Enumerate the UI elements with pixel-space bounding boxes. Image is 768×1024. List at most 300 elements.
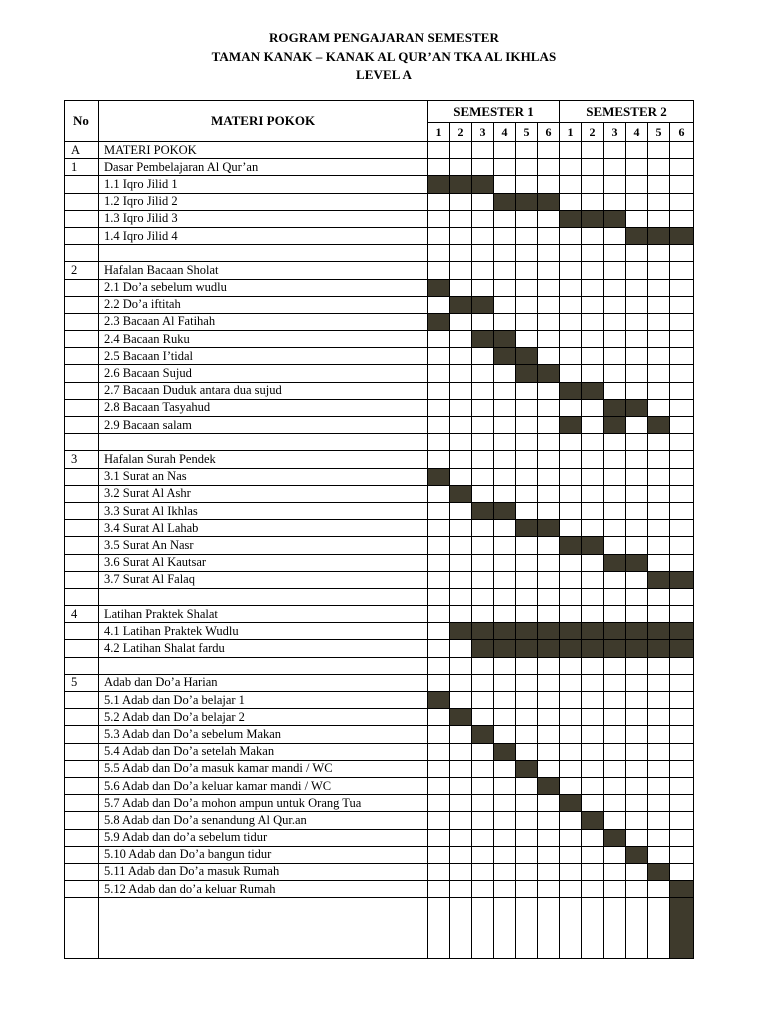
table-row xyxy=(65,434,694,451)
week-cell xyxy=(450,313,472,330)
week-cell xyxy=(648,279,670,296)
week-cell xyxy=(494,227,516,244)
row-materi: Latihan Praktek Shalat xyxy=(99,606,428,623)
row-number xyxy=(65,331,99,348)
week-cell xyxy=(604,262,626,279)
week-cell-filled xyxy=(648,640,670,657)
row-materi: Hafalan Surah Pendek xyxy=(99,451,428,468)
row-materi: 2.8 Bacaan Tasyahud xyxy=(99,399,428,416)
week-cell xyxy=(604,863,626,880)
row-materi: 2.5 Bacaan I’tidal xyxy=(99,348,428,365)
week-cell-filled xyxy=(670,640,694,657)
week-cell xyxy=(582,520,604,537)
week-cell xyxy=(516,674,538,691)
row-number xyxy=(65,417,99,434)
week-cell xyxy=(626,520,648,537)
week-cell-filled xyxy=(560,537,582,554)
week-cell xyxy=(516,692,538,709)
week-cell-filled xyxy=(494,640,516,657)
week-cell xyxy=(626,692,648,709)
week-cell xyxy=(472,709,494,726)
week-cell xyxy=(582,348,604,365)
week-cell xyxy=(516,210,538,227)
week-cell xyxy=(538,279,560,296)
row-materi: 3.2 Surat Al Ashr xyxy=(99,485,428,502)
week-cell xyxy=(428,227,450,244)
week-cell-filled xyxy=(516,640,538,657)
week-cell xyxy=(670,399,694,416)
week-cell xyxy=(538,159,560,176)
week-cell xyxy=(472,227,494,244)
week-cell xyxy=(604,795,626,812)
week-cell xyxy=(626,795,648,812)
row-materi: 3.6 Surat Al Kautsar xyxy=(99,554,428,571)
week-cell xyxy=(626,777,648,794)
week-cell xyxy=(626,709,648,726)
week-cell xyxy=(626,743,648,760)
week-cell xyxy=(604,245,626,262)
week-header: 3 xyxy=(472,123,494,142)
week-cell xyxy=(472,863,494,880)
week-cell xyxy=(494,210,516,227)
week-cell xyxy=(428,829,450,846)
week-cell xyxy=(560,279,582,296)
week-cell xyxy=(494,846,516,863)
week-cell xyxy=(670,795,694,812)
header-row-semesters xyxy=(65,101,694,123)
week-cell xyxy=(428,726,450,743)
week-header: 3 xyxy=(604,123,626,142)
week-cell xyxy=(626,588,648,605)
week-cell xyxy=(538,692,560,709)
week-cell xyxy=(648,159,670,176)
week-cell xyxy=(538,726,560,743)
week-cell xyxy=(538,502,560,519)
week-cell-filled xyxy=(626,227,648,244)
week-cell xyxy=(538,863,560,880)
week-cell xyxy=(494,898,516,959)
week-cell xyxy=(472,777,494,794)
week-cell xyxy=(670,331,694,348)
week-cell xyxy=(648,142,670,159)
week-cell xyxy=(560,606,582,623)
week-cell xyxy=(626,296,648,313)
week-cell-filled xyxy=(560,417,582,434)
table-row xyxy=(65,227,694,244)
week-cell xyxy=(582,588,604,605)
week-cell xyxy=(648,760,670,777)
week-cell xyxy=(560,726,582,743)
week-cell xyxy=(472,881,494,898)
week-cell xyxy=(560,571,582,588)
week-cell-filled xyxy=(604,554,626,571)
row-number: 5 xyxy=(65,674,99,691)
week-cell xyxy=(472,434,494,451)
row-materi: 2.4 Bacaan Ruku xyxy=(99,331,428,348)
row-materi: 3.3 Surat Al Ikhlas xyxy=(99,502,428,519)
week-cell xyxy=(560,760,582,777)
week-cell xyxy=(604,142,626,159)
week-cell xyxy=(582,451,604,468)
week-cell xyxy=(670,485,694,502)
week-cell xyxy=(648,348,670,365)
week-cell xyxy=(494,606,516,623)
week-cell xyxy=(428,743,450,760)
week-cell xyxy=(582,881,604,898)
week-cell xyxy=(472,193,494,210)
week-cell xyxy=(472,795,494,812)
week-cell-filled xyxy=(472,623,494,640)
week-cell xyxy=(604,296,626,313)
week-cell-filled xyxy=(626,399,648,416)
week-cell xyxy=(450,726,472,743)
week-cell xyxy=(670,417,694,434)
table-row xyxy=(65,709,694,726)
week-cell xyxy=(648,210,670,227)
week-cell xyxy=(582,142,604,159)
week-cell xyxy=(670,777,694,794)
row-number xyxy=(65,760,99,777)
week-cell xyxy=(516,227,538,244)
schedule-header xyxy=(65,101,694,142)
week-cell-filled xyxy=(670,227,694,244)
table-row xyxy=(65,881,694,898)
week-cell xyxy=(450,777,472,794)
week-cell-filled xyxy=(604,417,626,434)
table-row xyxy=(65,365,694,382)
week-cell xyxy=(670,279,694,296)
week-cell xyxy=(582,227,604,244)
week-cell xyxy=(648,537,670,554)
week-cell xyxy=(648,331,670,348)
title-line-1: ROGRAM PENGAJARAN SEMESTER xyxy=(268,30,500,45)
week-cell xyxy=(494,399,516,416)
week-cell xyxy=(538,227,560,244)
row-number xyxy=(65,863,99,880)
week-cell xyxy=(648,520,670,537)
week-cell xyxy=(560,881,582,898)
week-cell xyxy=(494,417,516,434)
week-cell-filled xyxy=(648,623,670,640)
week-cell xyxy=(582,434,604,451)
week-cell xyxy=(450,262,472,279)
week-cell xyxy=(472,760,494,777)
week-cell xyxy=(670,348,694,365)
week-cell xyxy=(626,674,648,691)
week-cell xyxy=(670,434,694,451)
week-cell xyxy=(494,571,516,588)
week-cell xyxy=(604,588,626,605)
week-cell xyxy=(648,193,670,210)
row-number xyxy=(65,640,99,657)
week-cell xyxy=(538,606,560,623)
week-cell xyxy=(626,142,648,159)
week-cell xyxy=(670,863,694,880)
week-cell-filled xyxy=(582,210,604,227)
week-cell xyxy=(494,777,516,794)
row-materi: 2.3 Bacaan Al Fatihah xyxy=(99,313,428,330)
week-cell xyxy=(450,451,472,468)
week-cell xyxy=(670,159,694,176)
week-cell xyxy=(538,657,560,674)
week-header: 6 xyxy=(538,123,560,142)
column-header-semester-2: SEMESTER 2 xyxy=(560,101,694,123)
week-cell-filled xyxy=(560,382,582,399)
week-cell xyxy=(604,571,626,588)
week-cell-filled xyxy=(538,777,560,794)
table-row xyxy=(65,674,694,691)
week-cell xyxy=(516,812,538,829)
week-cell xyxy=(648,451,670,468)
row-number: 1 xyxy=(65,159,99,176)
week-cell xyxy=(626,812,648,829)
week-cell-filled xyxy=(582,382,604,399)
row-number xyxy=(65,434,99,451)
week-cell xyxy=(516,846,538,863)
table-row xyxy=(65,468,694,485)
week-cell-filled xyxy=(626,640,648,657)
week-cell xyxy=(604,193,626,210)
week-cell xyxy=(516,502,538,519)
row-number xyxy=(65,485,99,502)
week-cell xyxy=(428,537,450,554)
week-cell-filled xyxy=(604,640,626,657)
week-cell-filled xyxy=(494,502,516,519)
row-materi: 5.9 Adab dan do’a sebelum tidur xyxy=(99,829,428,846)
row-materi: 4.1 Latihan Praktek Wudlu xyxy=(99,623,428,640)
table-row xyxy=(65,210,694,227)
week-cell xyxy=(472,692,494,709)
week-cell xyxy=(560,245,582,262)
week-cell xyxy=(472,468,494,485)
week-cell xyxy=(516,313,538,330)
week-header: 1 xyxy=(428,123,450,142)
week-cell xyxy=(494,451,516,468)
week-cell xyxy=(472,657,494,674)
week-cell xyxy=(648,726,670,743)
week-cell xyxy=(516,159,538,176)
week-cell xyxy=(450,898,472,959)
week-cell xyxy=(560,227,582,244)
row-materi: 5.8 Adab dan Do’a senandung Al Qur.an xyxy=(99,812,428,829)
week-cell xyxy=(560,399,582,416)
week-cell xyxy=(582,159,604,176)
week-cell-filled xyxy=(428,468,450,485)
week-cell xyxy=(516,554,538,571)
week-cell xyxy=(516,777,538,794)
week-cell xyxy=(450,434,472,451)
week-cell xyxy=(604,606,626,623)
week-cell xyxy=(472,606,494,623)
week-cell xyxy=(604,485,626,502)
title-line-2: TAMAN KANAK – KANAK AL QUR’AN TKA AL IKHLAS xyxy=(211,49,557,64)
week-cell xyxy=(604,777,626,794)
week-cell xyxy=(648,898,670,959)
table-row xyxy=(65,313,694,330)
week-cell xyxy=(472,571,494,588)
week-cell xyxy=(560,176,582,193)
week-cell xyxy=(582,709,604,726)
week-cell xyxy=(538,434,560,451)
table-row xyxy=(65,159,694,176)
week-cell xyxy=(582,606,604,623)
week-cell xyxy=(648,829,670,846)
week-cell xyxy=(472,588,494,605)
row-materi: 5.7 Adab dan Do’a mohon ampun untuk Orang Tua xyxy=(99,795,428,812)
week-cell xyxy=(516,417,538,434)
week-cell xyxy=(516,399,538,416)
row-materi: 5.10 Adab dan Do’a bangun tidur xyxy=(99,846,428,863)
week-cell xyxy=(626,417,648,434)
week-cell xyxy=(494,176,516,193)
week-cell xyxy=(582,726,604,743)
week-cell xyxy=(472,245,494,262)
row-materi: 2.2 Do’a iftitah xyxy=(99,296,428,313)
week-cell xyxy=(560,451,582,468)
week-cell-filled xyxy=(428,313,450,330)
week-cell xyxy=(604,846,626,863)
week-cell xyxy=(538,245,560,262)
week-cell-filled xyxy=(538,365,560,382)
week-cell xyxy=(516,262,538,279)
week-cell xyxy=(428,674,450,691)
week-cell xyxy=(428,193,450,210)
week-cell xyxy=(626,193,648,210)
week-cell xyxy=(670,382,694,399)
week-cell xyxy=(670,709,694,726)
row-number xyxy=(65,468,99,485)
week-cell xyxy=(538,485,560,502)
week-cell-filled xyxy=(582,812,604,829)
week-cell xyxy=(428,657,450,674)
week-cell xyxy=(450,520,472,537)
week-cell xyxy=(604,692,626,709)
week-cell-filled xyxy=(582,623,604,640)
week-cell xyxy=(560,142,582,159)
table-row xyxy=(65,382,694,399)
row-materi: 5.5 Adab dan Do’a masuk kamar mandi / WC xyxy=(99,760,428,777)
row-materi: 2.6 Bacaan Sujud xyxy=(99,365,428,382)
week-cell xyxy=(472,159,494,176)
week-cell-filled xyxy=(538,640,560,657)
week-cell xyxy=(450,743,472,760)
row-materi: 3.1 Surat an Nas xyxy=(99,468,428,485)
week-cell xyxy=(648,502,670,519)
week-cell xyxy=(472,829,494,846)
week-cell xyxy=(494,795,516,812)
week-cell-filled xyxy=(450,623,472,640)
week-cell-filled xyxy=(604,829,626,846)
week-cell xyxy=(582,777,604,794)
week-cell xyxy=(494,881,516,898)
week-cell-filled xyxy=(472,726,494,743)
week-cell xyxy=(516,468,538,485)
week-cell xyxy=(626,279,648,296)
column-header-semester-1: SEMESTER 1 xyxy=(428,101,560,123)
week-cell xyxy=(604,348,626,365)
schedule-table xyxy=(64,100,694,959)
week-cell xyxy=(538,588,560,605)
week-cell-filled xyxy=(516,760,538,777)
week-cell xyxy=(538,142,560,159)
week-cell xyxy=(472,846,494,863)
week-cell xyxy=(648,881,670,898)
week-cell xyxy=(648,674,670,691)
table-row xyxy=(65,279,694,296)
week-cell xyxy=(516,743,538,760)
table-row xyxy=(65,485,694,502)
week-cell xyxy=(516,863,538,880)
table-row xyxy=(65,623,694,640)
week-cell xyxy=(604,812,626,829)
row-number xyxy=(65,554,99,571)
row-number xyxy=(65,881,99,898)
row-materi: 5.4 Adab dan Do’a setelah Makan xyxy=(99,743,428,760)
table-row xyxy=(65,829,694,846)
week-header: 5 xyxy=(648,123,670,142)
week-cell xyxy=(560,812,582,829)
week-cell xyxy=(428,296,450,313)
table-row xyxy=(65,812,694,829)
row-number xyxy=(65,588,99,605)
table-row xyxy=(65,245,694,262)
row-number xyxy=(65,846,99,863)
week-cell xyxy=(450,692,472,709)
row-number xyxy=(65,726,99,743)
week-cell xyxy=(472,417,494,434)
week-cell xyxy=(450,674,472,691)
week-cell xyxy=(582,262,604,279)
week-cell xyxy=(604,520,626,537)
week-cell xyxy=(472,554,494,571)
week-cell xyxy=(626,537,648,554)
week-cell xyxy=(428,812,450,829)
row-number xyxy=(65,692,99,709)
week-cell xyxy=(670,210,694,227)
week-cell xyxy=(648,743,670,760)
week-cell xyxy=(538,709,560,726)
row-materi: 4.2 Latihan Shalat fardu xyxy=(99,640,428,657)
week-cell xyxy=(604,159,626,176)
week-cell-filled xyxy=(648,227,670,244)
week-cell xyxy=(494,434,516,451)
week-cell xyxy=(582,176,604,193)
week-cell xyxy=(582,331,604,348)
week-cell xyxy=(626,313,648,330)
week-cell xyxy=(450,159,472,176)
row-materi xyxy=(99,588,428,605)
week-cell xyxy=(648,657,670,674)
week-cell xyxy=(472,537,494,554)
week-cell xyxy=(604,657,626,674)
week-cell-filled xyxy=(604,399,626,416)
week-cell-filled xyxy=(560,640,582,657)
week-cell xyxy=(582,468,604,485)
week-cell xyxy=(538,382,560,399)
week-cell xyxy=(648,588,670,605)
week-cell xyxy=(428,159,450,176)
row-number xyxy=(65,657,99,674)
week-cell xyxy=(560,588,582,605)
week-cell xyxy=(648,176,670,193)
row-materi: MATERI POKOK xyxy=(99,142,428,159)
week-cell xyxy=(670,502,694,519)
row-number xyxy=(65,795,99,812)
row-number xyxy=(65,296,99,313)
week-cell xyxy=(428,795,450,812)
week-cell xyxy=(450,210,472,227)
week-cell xyxy=(582,399,604,416)
